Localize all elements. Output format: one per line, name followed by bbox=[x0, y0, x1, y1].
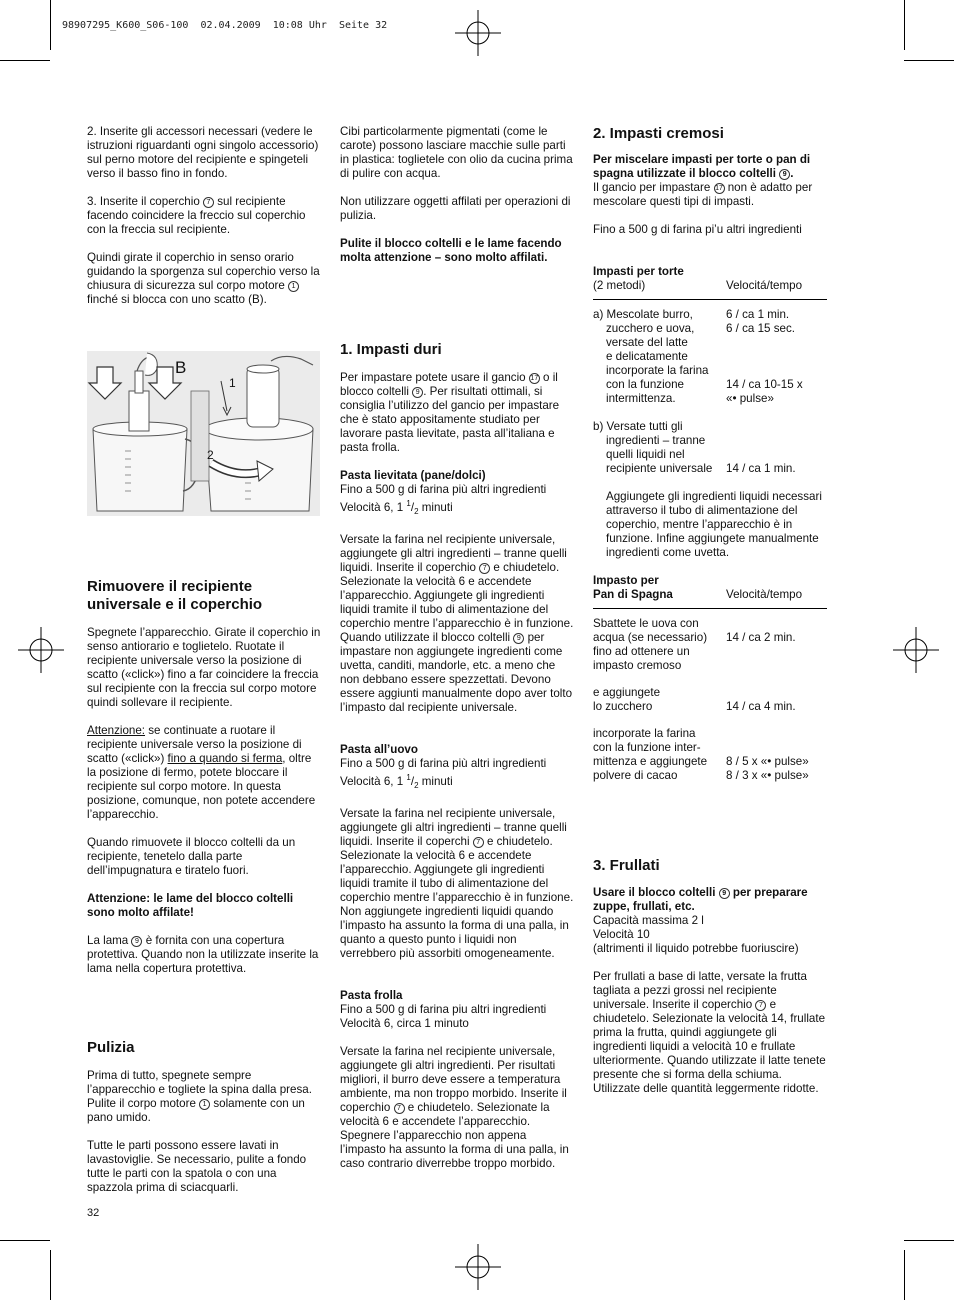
part-number-icon: 9 bbox=[779, 169, 790, 180]
cakes-table-header: (2 metodi) Velocitá/tempo bbox=[593, 279, 803, 292]
registration-mark-left bbox=[18, 627, 64, 673]
cleaning-section bbox=[87, 1039, 321, 1195]
smoothie-instruction: Usare il blocco coltelli 9 per preparare zuppe, frullati, etc. bbox=[593, 886, 808, 913]
shortcrust-amount: Fino a 500 g di farina piu altri ingredienti bbox=[340, 1003, 547, 1017]
part-number-icon: 9 bbox=[412, 387, 423, 398]
creamy-dough-note: Il gancio per impastare 17 non è adatto per mescolare questi tipi di impasti. bbox=[593, 181, 813, 208]
page-number: 32 bbox=[87, 1207, 100, 1219]
creamy-dough-amount: Fino a 500 g di farina pi’u altri ingredienti bbox=[593, 223, 802, 236]
crop-mark-br-h bbox=[904, 1240, 954, 1241]
cakes-table bbox=[593, 265, 827, 560]
shortcrust-text: Versate la farina nel recipiente universale, aggiungete gli altri ingredienti. Per risultati migliori, il burro deve essere a temperatura ambiente, ma non troppo morbido. Inserite il coperchio 7 e chiudetelo. Selezionate la velocità 6 e accendete l’apparecchio. Spegnere l’apparecchio non appena l’impasto ha assunto la forma di una palla, in caso contrario diverrebbe troppo morbido. bbox=[340, 1045, 569, 1171]
shortcrust-speed: Velocità 6, circa 1 minuto bbox=[340, 1017, 469, 1031]
part-number-icon: 7 bbox=[479, 563, 490, 574]
yeast-dough-block bbox=[340, 469, 574, 715]
shortcrust-block bbox=[340, 989, 574, 1171]
remove-text-2: Attenzione: se continuate a ruotare il recipiente universale verso la posizione di scatto («click») fino a quando si ferma, oltre la posizione di fermo, potete bloccare il recipiente sul corpo motore. In questa posizione, comunque, non potete accendere l’apparecchio. bbox=[87, 724, 316, 821]
sharp-objects-text: Non utilizzare oggetti affilati per operazioni di pulizia. bbox=[340, 195, 571, 222]
smoothie-capacity: Capacità massima 2 l bbox=[593, 914, 704, 927]
sponge-table-header: Pan di Spagna Velocità/tempo bbox=[593, 588, 803, 601]
blade-warning: Attenzione: le lame del blocco coltelli sono molto affilate! bbox=[87, 892, 294, 919]
figure-label-2: 2 bbox=[207, 448, 214, 462]
sponge-step-2: e aggiungete lo zucchero 14 / ca 4 min. bbox=[593, 686, 796, 713]
cleaning-text-2: Tutte le parti possono essere lavati in lavastoviglie. Se necessario, pulite a fondo tutte le parti con la spatola o con una spazzola prima di sciacquarli. bbox=[87, 1139, 307, 1194]
smoothie-overflow-note: (altrimenti il liquido potrebbe fuoriuscire) bbox=[593, 942, 799, 955]
part-number-icon: 7 bbox=[473, 837, 484, 848]
egg-pasta-block bbox=[340, 743, 574, 961]
creamy-dough-instruction: Per miscelare impasti per torte o pan di spagna utilizzate il blocco coltelli 9 . bbox=[593, 153, 811, 180]
smoothie-text: Per frullati a base di latte, versate la frutta tagliata a pezzi grossi nel recipiente universale. Inserite il coperchio 7 e chiudetelo. Selezionate la velocità 14, frullate prima la frutta, quindi aggiungete gli ingredienti liquidi a velocità 10 e frullate ulteriormente. Quando utilizzate il latte tenete presente che si forma della schiuma. Utilizzate delle quantità leggermente ridotte. bbox=[593, 970, 826, 1095]
creamy-dough-heading: 2. Impasti cremosi bbox=[593, 125, 724, 142]
yeast-dough-text: Versate la farina nel recipiente universale, aggiungete gli altri ingredienti – tranne quelli liquidi. Inserite il coperchio 7 e chiudetelo. Selezionate la velocità 6 e accendete l’apparecchio. Aggiungete gli ingredienti liquidi tramite il tubo di alimentazione del coperchio mentre l’apparecchio è in funzione. Quando utilizzate il blocco coltelli 9 per impastare non aggiungete ingredienti come uvetta, canditi, mandorle, etc. a meno che non debbano essere spezzettati. Devono essere aggiunti manualmente dopo aver tolto l’impasto dal recipiente universale. bbox=[340, 533, 574, 715]
part-number-icon: 1 bbox=[288, 281, 299, 292]
crop-mark-tl-v bbox=[50, 0, 51, 50]
remove-heading: Rimuovere il recipiente universale e il coperchio bbox=[87, 578, 263, 613]
crop-mark-tr-h bbox=[904, 60, 954, 61]
print-header: 98907295_K600_S06-100 02.04.2009 10:08 Uhr Seite 32 bbox=[62, 20, 388, 31]
hard-dough-section bbox=[340, 341, 574, 1171]
egg-pasta-title: Pasta all’uovo bbox=[340, 743, 418, 757]
cakes-table-title: Impasti per torte bbox=[593, 265, 684, 278]
part-number-icon: 7 bbox=[394, 1103, 405, 1114]
figure-label-1: 1 bbox=[229, 376, 236, 390]
blade-cover-text: La lama 9 è fornita con una copertura protettiva. Quando non la utilizzate inserite la lama nella copertura protettiva. bbox=[87, 934, 319, 975]
part-number-icon: 1 bbox=[199, 1099, 210, 1110]
stain-text: Cibi particolarmente pigmentati (come le carote) possono lasciare macchie sulle parti in plastica: toglietele con olio da cucina prima di pulire con acqua. bbox=[340, 125, 573, 180]
sponge-step-1: Sbattete le uova con acqua (se necessario) 14 / ca 2 min. fino ad ottenere un impasto cremoso bbox=[593, 617, 796, 672]
table-rule bbox=[593, 608, 827, 609]
method-a: a) Mescolate burro, 6 / ca 1 min. zucchero e uova, 6 / ca 15 sec. versate del latte e delicatamente incorporate la farina con la funzione 14 / ca 10-15 x intermittenza. «• pulse» bbox=[593, 308, 803, 405]
shortcrust-title: Pasta frolla bbox=[340, 989, 403, 1003]
column-middle bbox=[340, 125, 574, 265]
hard-dough-intro: Per impastare potete usare il gancio 17 o il blocco coltelli 9 . Per risultati ottimali, si consiglia l’utilizzo del gancio per impastare che è stato appositamente studiato per lavorare pasta lievitate, pasta all’italiana e pasta frolla. bbox=[340, 371, 560, 454]
step-3-text: 3. Inserite il coperchio 7 sul recipiente facendo coincidere la freccio sul coperchio con la freccia sul recipiente. bbox=[87, 195, 306, 236]
part-number-icon: 7 bbox=[755, 1000, 766, 1011]
smoothie-heading: 3. Frullati bbox=[593, 857, 660, 874]
table-rule bbox=[593, 299, 827, 300]
assembly-illustration bbox=[87, 351, 320, 516]
sponge-step-3: incorporate la farina con la funzione inter- mittenza e aggiungete 8 / 5 x «• pulse» polvere di cacao 8 / 3 x «• pulse» bbox=[593, 727, 809, 782]
part-number-icon: 9 bbox=[513, 633, 524, 644]
crop-mark-tl-h bbox=[0, 60, 50, 61]
egg-pasta-amount: Fino a 500 g di farina più altri ingredienti bbox=[340, 757, 547, 771]
registration-mark-right bbox=[893, 627, 939, 673]
step-2-text: 2. Inserite gli accessori necessari (vedere le istruzioni riguardanti ogni singolo accessorio) sul perno motore del recipiente e spingeteli verso il basso fino in fondo. bbox=[87, 125, 319, 180]
rotate-lid-text: Quindi girate il coperchio in senso orario guidando la sporgenza sul coperchio verso la chiusura di sicurezza sul corpo motore 1 finché si blocca con uno scatto (B). bbox=[87, 251, 320, 306]
egg-pasta-text: Versate la farina nel recipiente universale, aggiungete gli altri ingredienti – tranne quelli liquidi. Inserite il coperchi 7 e chiudetelo. Selezionate la velocità 6 e accendete l’apparecchio. Aggiungete gli ingredienti liquidi tramite il tubo di alimentazione del coperchio mentre l’apparecchio è in funzione. Non aggiungete ingredienti liquidi quando l’impasto ha assunto la forma di una palla, in quanto a questo punto i liquidi non verrebbero più assorbiti omogeneamente. bbox=[340, 807, 574, 961]
remove-text-3: Quando rimuovete il blocco coltelli da un recipiente, tenetelo dalla parte dell’impugnatura e tiratelo fuori. bbox=[87, 836, 296, 877]
food-processor-illustration bbox=[87, 351, 320, 516]
method-b: b) Versate tutti gli ingredienti – tranne quelli liquidi nel recipiente universale 14 / ca 1 min. bbox=[593, 420, 796, 475]
yeast-dough-speed: Velocità 6, 1 $^1/_2$ minuti bbox=[340, 499, 453, 517]
remove-section bbox=[87, 578, 321, 976]
crop-mark-bl-v bbox=[50, 1250, 51, 1300]
part-number-icon: 17 bbox=[530, 375, 539, 382]
part-number-icon: 7 bbox=[203, 197, 214, 208]
blade-care-text: Pulite il blocco coltelli e le lame facendo molta attenzione – sono molto affilati. bbox=[340, 237, 562, 264]
creamy-dough-section bbox=[593, 125, 827, 783]
sponge-table-title: Impasto per bbox=[593, 574, 659, 587]
crop-mark-br-v bbox=[904, 1250, 905, 1300]
method-b-note: Aggiungete gli ingredienti liquidi necessari attraverso il tubo di alimentazione del coperchio, mentre l’apparecchio è in funzione. Infine aggiungete manualmente ingredienti come uvetta. bbox=[606, 490, 822, 559]
crop-mark-tr-v bbox=[904, 0, 905, 50]
cleaning-heading: Pulizia bbox=[87, 1039, 135, 1056]
crop-mark-bl-h bbox=[0, 1240, 50, 1241]
part-number-icon: 9 bbox=[131, 936, 142, 947]
part-number-icon: 9 bbox=[719, 888, 730, 899]
sponge-table bbox=[593, 574, 827, 783]
cleaning-text-1: Prima di tutto, spegnete sempre l’apparecchio e togliete la spina dalla presa. Pulite il corpo motore 1 solamente con un pano umido. bbox=[87, 1069, 312, 1124]
yeast-dough-amount: Fino a 500 g di farina più altri ingredienti bbox=[340, 483, 547, 496]
smoothie-speed: Velocità 10 bbox=[593, 928, 650, 941]
yeast-dough-title: Pasta lievitata (pane/dolci) bbox=[340, 469, 486, 482]
part-number-icon: 17 bbox=[715, 185, 723, 192]
registration-mark-bottom bbox=[455, 1244, 501, 1290]
hard-dough-heading: 1. Impasti duri bbox=[340, 341, 442, 358]
column-left bbox=[87, 125, 321, 307]
remove-text-1: Spegnete l’apparecchio. Girate il coperchio in senso antiorario e toglietelo. Ruotate il recipiente universale verso la posizione di scatto («click») fino a far coincidere la freccia sul recipiente con la freccia sul corpo motore quindi sollevare il recipiente. bbox=[87, 626, 321, 709]
figure-label-b: B bbox=[175, 358, 187, 377]
egg-pasta-speed: Velocità 6, 1 $^1/_2$ minuti bbox=[340, 773, 453, 791]
registration-mark-top bbox=[455, 10, 501, 56]
smoothie-section bbox=[593, 857, 827, 1096]
